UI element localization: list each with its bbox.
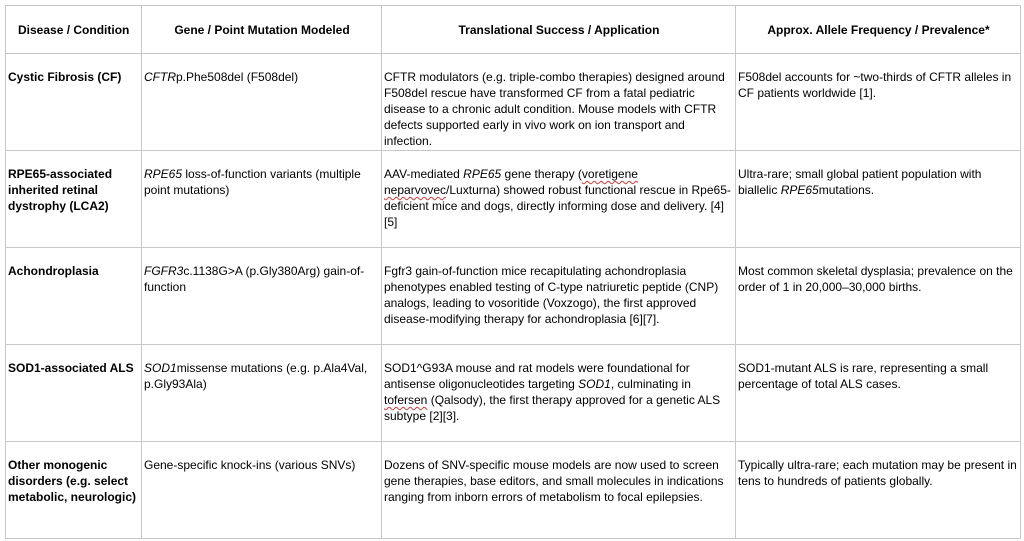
gene-name: RPE65: [144, 167, 183, 181]
mutation-models-table: [5, 5, 1021, 539]
gene-cell: [142, 151, 382, 248]
translational-cell: [382, 151, 736, 248]
translational-text: Fgfr3 gain-of-function mice recapitulating achondroplasia phenotypes enabled testing of C-type natriuretic peptide (CNP) analogs, leading to vosoritide (Voxzogo), the first approved disease-modifying therapy for achondroplasia [6][7].: [384, 264, 719, 326]
translational-cell: [382, 442, 736, 539]
drug-name-spellcheck: voretigene neparvovec: [384, 167, 638, 197]
disease-cell: SOD1-associated ALS: [6, 345, 142, 442]
frequency-cell: [736, 151, 1021, 248]
translational-text: CFTR modulators (e.g. triple-combo therapies) designed around F508del rescue have transformed CF from a fatal pediatric disease to a chronic adult condition. Mouse models with CFTR defects supported early in vivo work on ion transport and infection.: [384, 70, 725, 148]
translational-text: gene therapy (: [501, 167, 582, 181]
header-translational: Translational Success / Application: [382, 6, 736, 54]
disease-cell: RPE65-associated inherited retinal dystrophy (LCA2): [6, 151, 142, 248]
table-container: [5, 5, 1021, 539]
translational-text: (Qalsody), the first therapy approved for a genetic ALS subtype [2][3].: [384, 393, 721, 423]
header-frequency: Approx. Allele Frequency / Prevalence*: [736, 6, 1021, 54]
disease-cell: Achondroplasia: [6, 248, 142, 345]
translational-text: /Luxturna) showed robust functional rescue in Rpe65-deficient mice and dogs, directly informing dose and delivery. [4][5]: [384, 183, 731, 229]
frequency-gene: RPE65: [780, 183, 819, 197]
translational-text: AAV-mediated: [384, 167, 464, 181]
translational-cell: [382, 345, 736, 442]
gene-mutation: c.1138G>A (p.Gly380Arg) gain-of-function: [144, 264, 365, 294]
gene-cell: [142, 248, 382, 345]
gene-name: SOD1: [144, 361, 177, 375]
drug-name-spellcheck: tofersen: [384, 393, 428, 407]
translational-gene: RPE65: [463, 167, 502, 181]
translational-gene: SOD1: [578, 377, 611, 391]
translational-cell: [382, 54, 736, 151]
frequency-text: mutations.: [818, 183, 875, 197]
gene-cell: [142, 345, 382, 442]
frequency-text: F508del accounts for ~two-thirds of CFTR alleles in CF patients worldwide [1].: [738, 70, 1012, 100]
gene-name: CFTR: [144, 70, 176, 84]
frequency-text: Typically ultra-rare; each mutation may be present in tens to hundreds of patients globally.: [738, 458, 1017, 488]
frequency-text: Ultra-rare; small global patient population with biallelic: [738, 167, 982, 197]
header-gene: Gene / Point Mutation Modeled: [142, 6, 382, 54]
frequency-cell: [736, 248, 1021, 345]
translational-text: SOD1^G93A mouse and rat models were foundational for antisense oligonucleotides targeting: [384, 361, 690, 391]
translational-cell: [382, 248, 736, 345]
frequency-text: Most common skeletal dysplasia; prevalence on the order of 1 in 20,000–30,000 births.: [738, 264, 1013, 294]
disease-cell: Cystic Fibrosis (CF): [6, 54, 142, 151]
frequency-cell: [736, 54, 1021, 151]
table-row: [6, 151, 1021, 248]
translational-text: , culminating in: [610, 377, 691, 391]
gene-mutation: loss-of-function variants (multiple point mutations): [144, 167, 361, 197]
header-row: [6, 6, 1021, 54]
gene-mutation: Gene-specific knock-ins (various SNVs): [144, 458, 356, 472]
disease-cell: Other monogenic disorders (e.g. select metabolic, neurologic): [6, 442, 142, 539]
frequency-cell: [736, 442, 1021, 539]
translational-text: Dozens of SNV-specific mouse models are now used to screen gene therapies, base editors, and small molecules in indications ranging from inborn errors of metabolism to focal epilepsies.: [384, 458, 724, 504]
gene-cell: [142, 442, 382, 539]
gene-cell: [142, 54, 382, 151]
gene-mutation: p.Phe508del (F508del): [176, 70, 299, 84]
gene-name: FGFR3: [144, 264, 184, 278]
header-disease: Disease / Condition: [6, 6, 142, 54]
table-row: [6, 442, 1021, 539]
table-row: [6, 248, 1021, 345]
frequency-text: SOD1-mutant ALS is rare, representing a small percentage of total ALS cases.: [738, 361, 989, 391]
table-row: [6, 345, 1021, 442]
table-row: [6, 54, 1021, 151]
frequency-cell: [736, 345, 1021, 442]
gene-mutation: missense mutations (e.g. p.Ala4Val, p.Gly93Ala): [144, 361, 368, 391]
